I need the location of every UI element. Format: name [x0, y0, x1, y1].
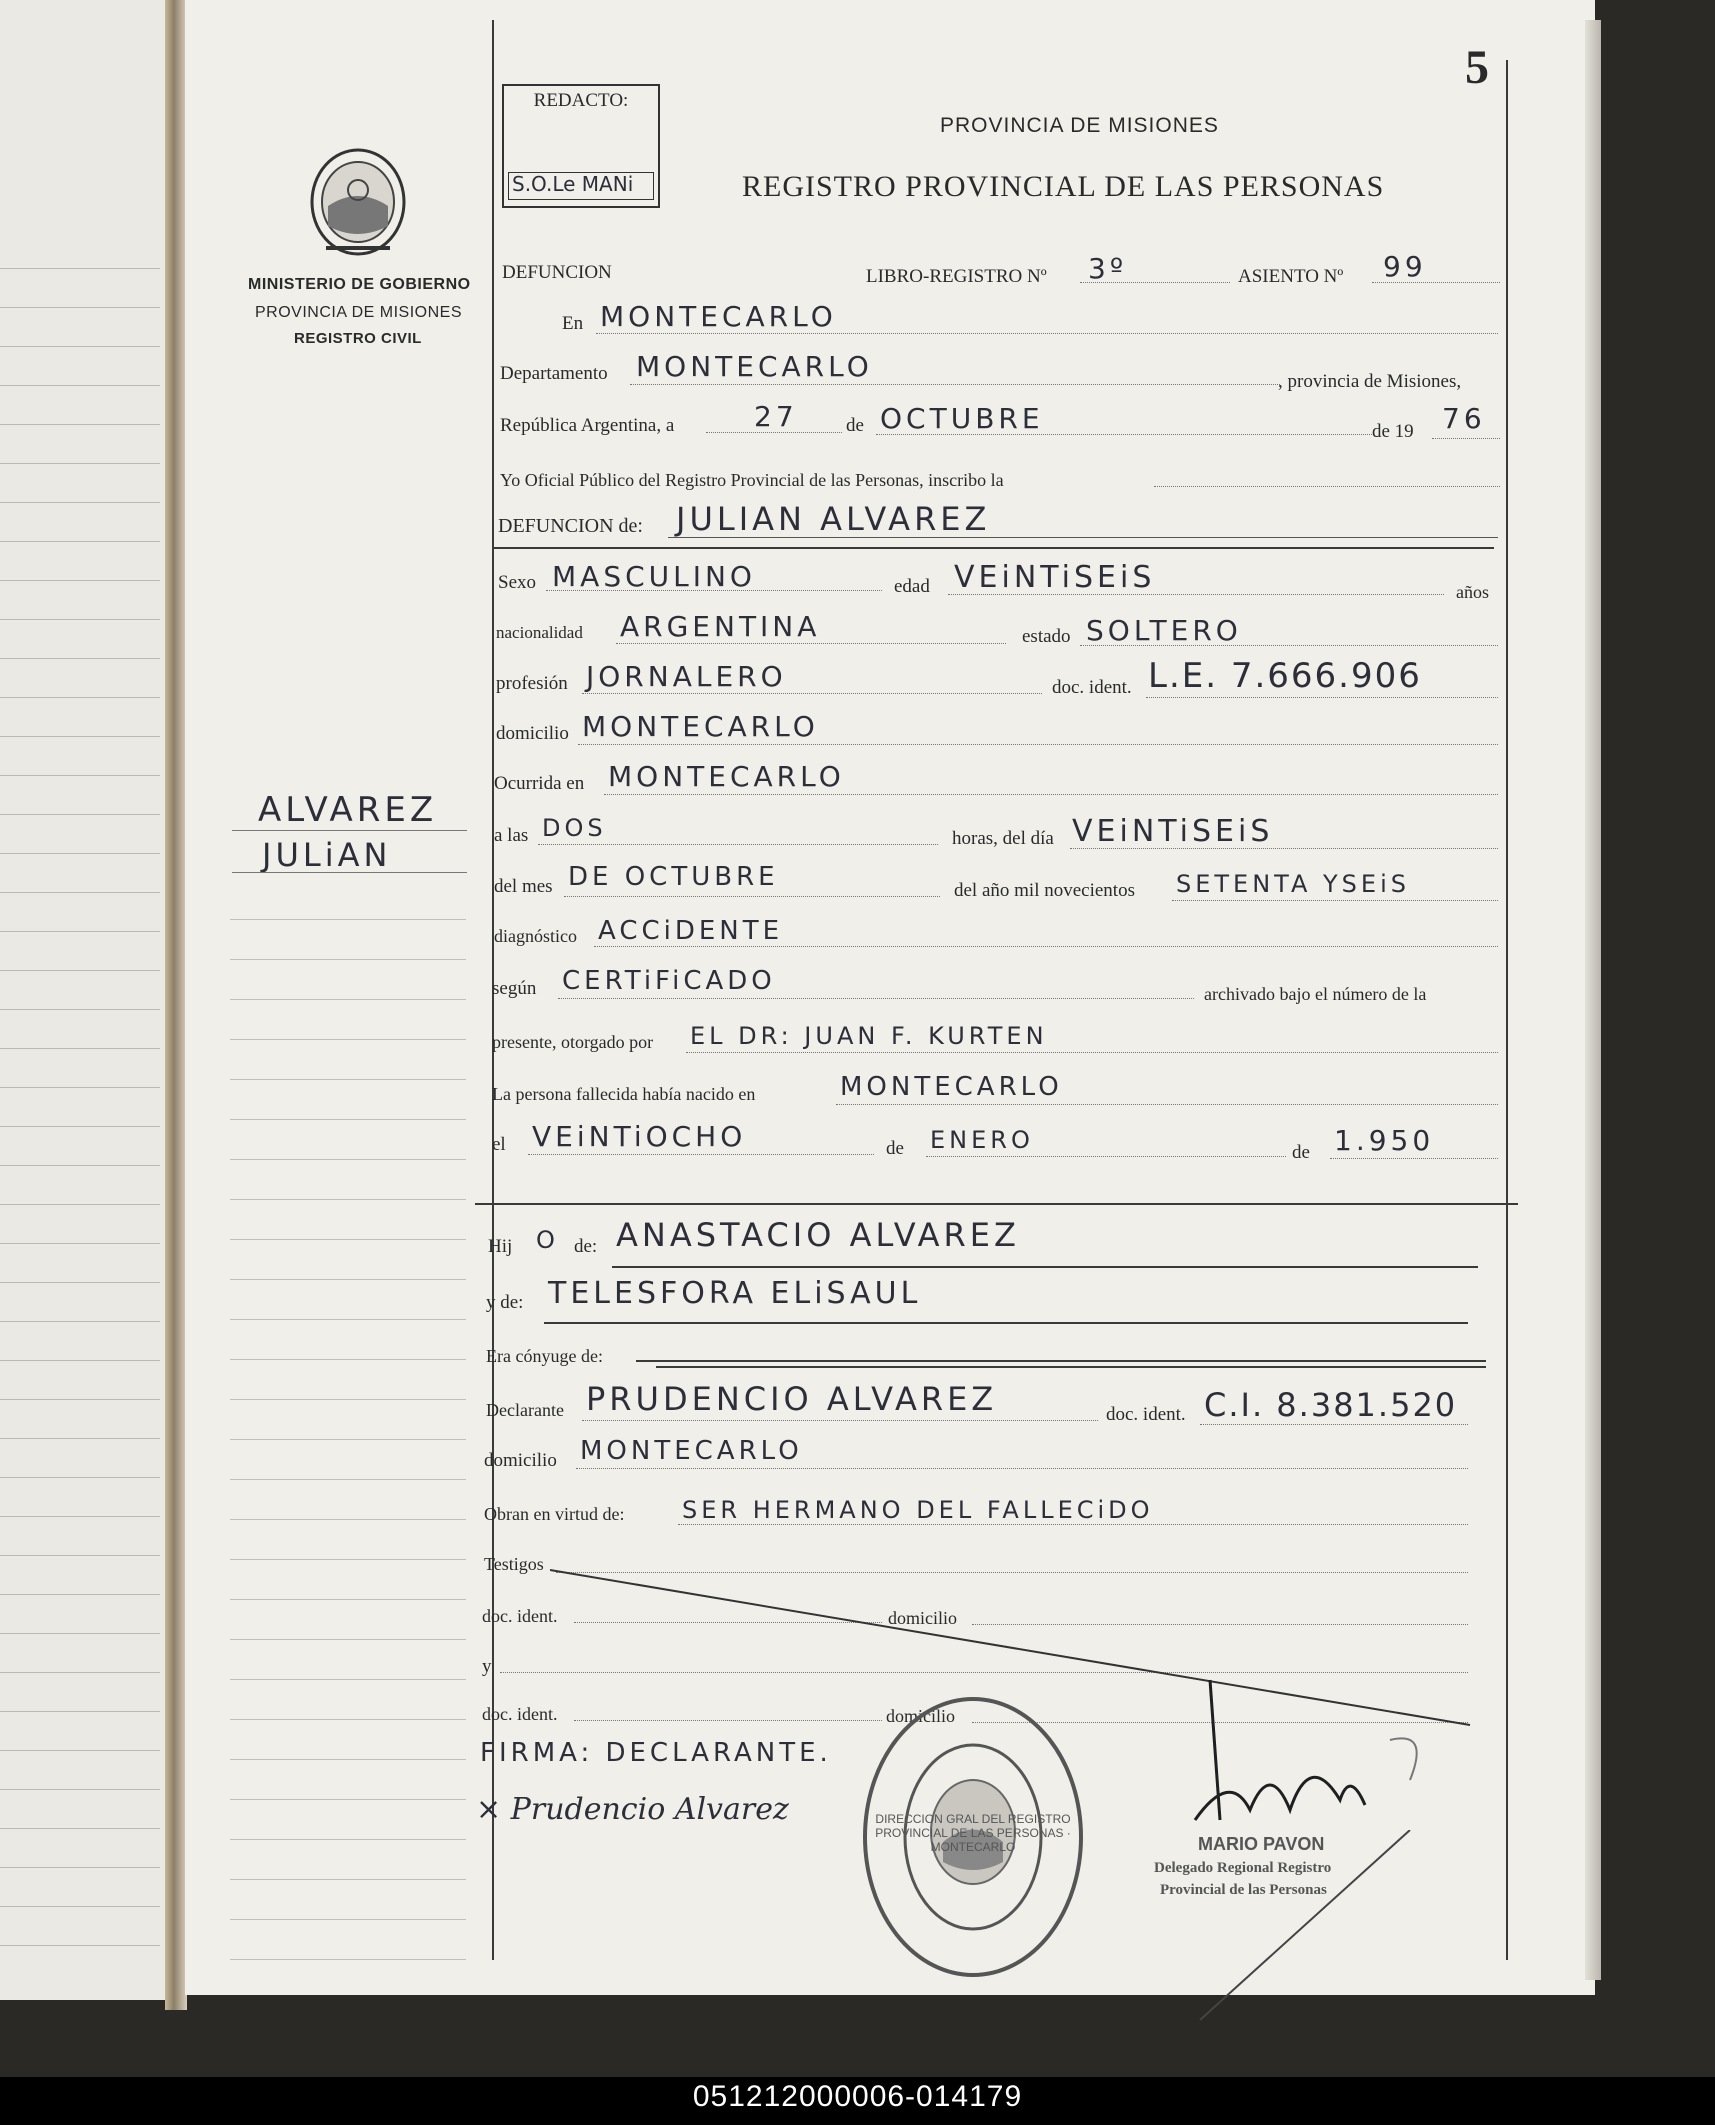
profesion-label: profesión — [496, 673, 568, 694]
diagnostico-value: ACCiDENTE — [598, 916, 784, 946]
mother-value: TELESFORA ELiSAUL — [548, 1276, 922, 1311]
hijo-suffix: O — [536, 1226, 559, 1254]
domicilio-value: MONTECARLO — [582, 710, 819, 743]
horas-value: VEiNTiSEiS — [1072, 814, 1274, 849]
redacto-label: REDACTO: — [533, 90, 629, 111]
a-las-label: a las — [494, 825, 529, 846]
page-edge — [1585, 20, 1601, 1980]
book-gutter — [165, 0, 187, 2010]
parents-domicilio-label: domicilio — [484, 1450, 557, 1471]
right-frame-rule — [1506, 60, 1508, 1960]
declarante-doc-value: C.I. 8.381.520 — [1204, 1386, 1458, 1424]
asiento-value: 99 — [1383, 250, 1427, 283]
nacionalidad-label: nacionalidad — [496, 623, 583, 642]
domicilio2-label: domicilio — [886, 1706, 955, 1726]
domicilio-label: domicilio — [496, 723, 569, 744]
a-las-value: DOS — [542, 814, 607, 842]
segun-value: CERTiFiCADO — [562, 966, 776, 996]
nacionalidad-value: ARGENTINA — [620, 610, 821, 643]
de-label: de — [846, 415, 864, 436]
official-signature — [1190, 1670, 1440, 1850]
month-value: OCTUBRE — [880, 402, 1044, 435]
conyuge-label: Era cónyuge de: — [486, 1346, 603, 1366]
doc-value: L.E. 7.666.906 — [1148, 656, 1422, 696]
asiento-label: ASIENTO Nº — [1238, 266, 1344, 287]
y-label: y — [482, 1656, 492, 1677]
horas-label: horas, del día — [952, 828, 1054, 849]
estado-label: estado — [1022, 626, 1071, 647]
footer-id: 051212000006-014179 — [692, 2080, 1023, 2113]
anos-label: años — [1456, 582, 1489, 602]
year-value: 76 — [1442, 402, 1486, 435]
ministry-line3: REGISTRO CIVIL — [294, 330, 422, 347]
del-mes-value: DE OCTUBRE — [568, 862, 779, 892]
doc1-label: doc. ident. — [482, 1606, 558, 1626]
birth-de-label: de — [886, 1138, 904, 1159]
en-value: MONTECARLO — [600, 300, 837, 333]
estado-value: SOLTERO — [1086, 614, 1242, 647]
profesion-value: JORNALERO — [586, 660, 787, 693]
page-number: 5 — [1465, 41, 1489, 94]
margin-surname: ALVAREZ — [258, 790, 438, 830]
header-title: REGISTRO PROVINCIAL DE LAS PERSONAS — [742, 170, 1385, 203]
birth-month-value: ENERO — [930, 1126, 1034, 1154]
en-label: En — [562, 313, 584, 334]
hijo-de-label: de: — [574, 1236, 598, 1257]
presente-value: EL DR: JUAN F. KURTEN — [690, 1022, 1048, 1050]
coat-of-arms — [308, 146, 408, 258]
declarante-doc-label: doc. ident. — [1106, 1404, 1186, 1425]
del-mes-label: del mes — [494, 876, 553, 897]
republica-label: República Argentina, a — [500, 415, 675, 436]
official-title-1: Delegado Regional Registro — [1154, 1860, 1332, 1876]
stamp-text: DIRECCION GRAL DEL REGISTRO PROVINCIAL DE LAS PERSONAS · MONTECARLO — [875, 1812, 1071, 1854]
defuncion-de-value: JULIAN ALVAREZ — [676, 500, 991, 538]
obran-label: Obran en virtud de: — [484, 1504, 625, 1524]
signature-slash — [1190, 1830, 1420, 2030]
libro-label: LIBRO-REGISTRO Nº — [866, 266, 1047, 287]
official-stamp — [858, 1692, 1088, 1982]
record-type-label: DEFUNCION — [502, 262, 612, 283]
margin-ruled-lines — [230, 880, 466, 1960]
segun-label: según — [492, 978, 537, 999]
testigos-label: Testigos — [484, 1554, 544, 1574]
edad-label: edad — [894, 576, 930, 597]
oficial-text: Yo Oficial Público del Registro Provincial de las Personas, inscribo la — [500, 470, 1004, 490]
father-value: ANASTACIO ALVAREZ — [616, 1216, 1020, 1254]
day-value: 27 — [754, 400, 798, 433]
nacido-label: La persona fallecida había nacido en — [492, 1084, 756, 1104]
ocurrida-value: MONTECARLO — [608, 760, 845, 793]
sexo-label: Sexo — [498, 572, 536, 593]
hijo-label: Hij — [488, 1236, 513, 1257]
declarante-signature: × Prudencio Alvarez — [476, 1792, 789, 1827]
left-page-ruled-lines — [0, 230, 160, 1970]
el-label: el — [492, 1134, 506, 1155]
birth-year-value: 1.950 — [1334, 1124, 1435, 1157]
libro-value: 3º — [1088, 252, 1128, 285]
year-prefix: de 19 — [1372, 421, 1414, 442]
header-province: PROVINCIA DE MISIONES — [940, 114, 1219, 137]
departamento-value: MONTECARLO — [636, 350, 873, 383]
sexo-value: MASCULINO — [552, 560, 756, 593]
official-title-2: Provincial de las Personas — [1160, 1882, 1327, 1898]
redacto-value: S.O.Le MANi — [512, 172, 634, 196]
defuncion-de-label: DEFUNCION de: — [498, 515, 643, 537]
ministry-line1: MINISTERIO DE GOBIERNO — [248, 276, 471, 293]
declarante-value: PRUDENCIO ALVAREZ — [586, 1380, 998, 1418]
firma-label: FIRMA: DECLARANTE. — [480, 1738, 832, 1768]
declarante-label: Declarante — [486, 1400, 564, 1420]
diagnostico-label: diagnóstico — [494, 926, 577, 946]
provincia-suffix: , provincia de Misiones, — [1278, 371, 1462, 392]
departamento-label: Departamento — [500, 363, 608, 384]
archivado-label: archivado bajo el número de la — [1204, 984, 1427, 1004]
del-ano-value: SETENTA YSEiS — [1176, 870, 1410, 898]
y-de-label: y de: — [486, 1292, 524, 1313]
ocurrida-label: Ocurrida en — [494, 773, 585, 794]
edad-value: VEiNTiSEiS — [954, 560, 1156, 595]
doc-label: doc. ident. — [1052, 677, 1132, 698]
domicilio1-label: domicilio — [888, 1608, 957, 1628]
official-name: MARIO PAVON — [1198, 1834, 1325, 1854]
obran-value: SER HERMANO DEL FALLECiDO — [682, 1496, 1154, 1524]
presente-label: presente, otorgado por — [492, 1032, 654, 1052]
redacto-box — [502, 84, 660, 208]
el-value: VEiNTiOCHO — [532, 1120, 747, 1153]
birth-de2-label: de — [1292, 1142, 1310, 1163]
ministry-line2: PROVINCIA DE MISIONES — [255, 304, 462, 321]
doc2-label: doc. ident. — [482, 1704, 558, 1724]
del-ano-label: del año mil novecientos — [954, 880, 1135, 901]
margin-given-name: JULiAN — [262, 836, 392, 874]
parents-domicilio-value: MONTECARLO — [580, 1436, 803, 1466]
section-divider — [475, 1203, 1518, 1205]
nacido-value: MONTECARLO — [840, 1072, 1063, 1102]
